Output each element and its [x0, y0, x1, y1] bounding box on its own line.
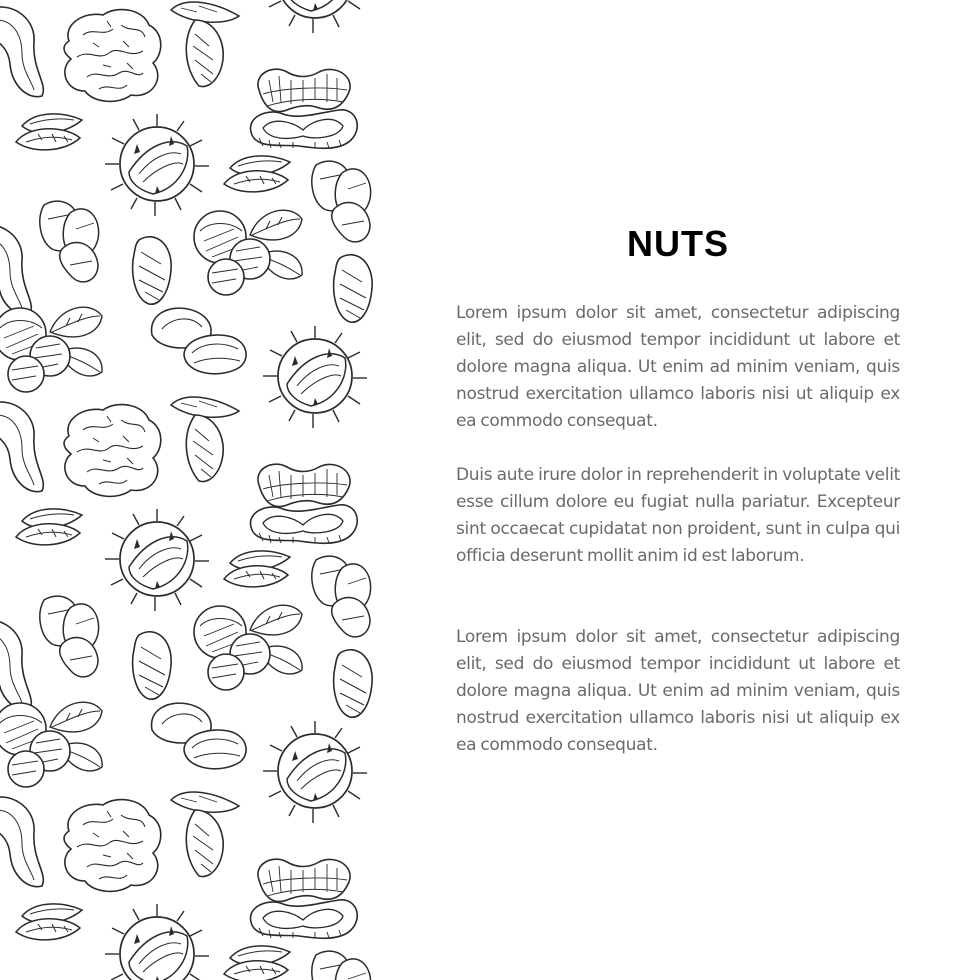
body-paragraph: Lorem ipsum dolor sit amet, consectetur adipiscing elit, sed do eiusmod tempor incididunt ut labore et dolore magna aliqua. Ut enim ad minim veniam, quis nostrud exercitation ullamco laboris nisi ut aliquip ex ea commodo consequat. — [456, 627, 900, 755]
nuts-pattern — [0, 0, 380, 980]
body-paragraph: Lorem ipsum dolor sit amet, consectetur adipiscing elit, sed do eiusmod tempor incididunt ut labore et dolore magna aliqua. Ut enim ad minim veniam, quis nostrud exercitation ullamco laboris nisi ut aliquip ex ea commodo consequat. — [456, 303, 900, 431]
banner-title: NUTS — [627, 223, 729, 264]
body-paragraph: Duis aute irure dolor in reprehenderit in voluptate velit esse cillum dolore eu fugiat nulla pariatur. Excepteur sint occaecat cupidatat non proident, sunt in culpa qui officia deserunt mollit anim id est laborum. — [456, 465, 900, 566]
